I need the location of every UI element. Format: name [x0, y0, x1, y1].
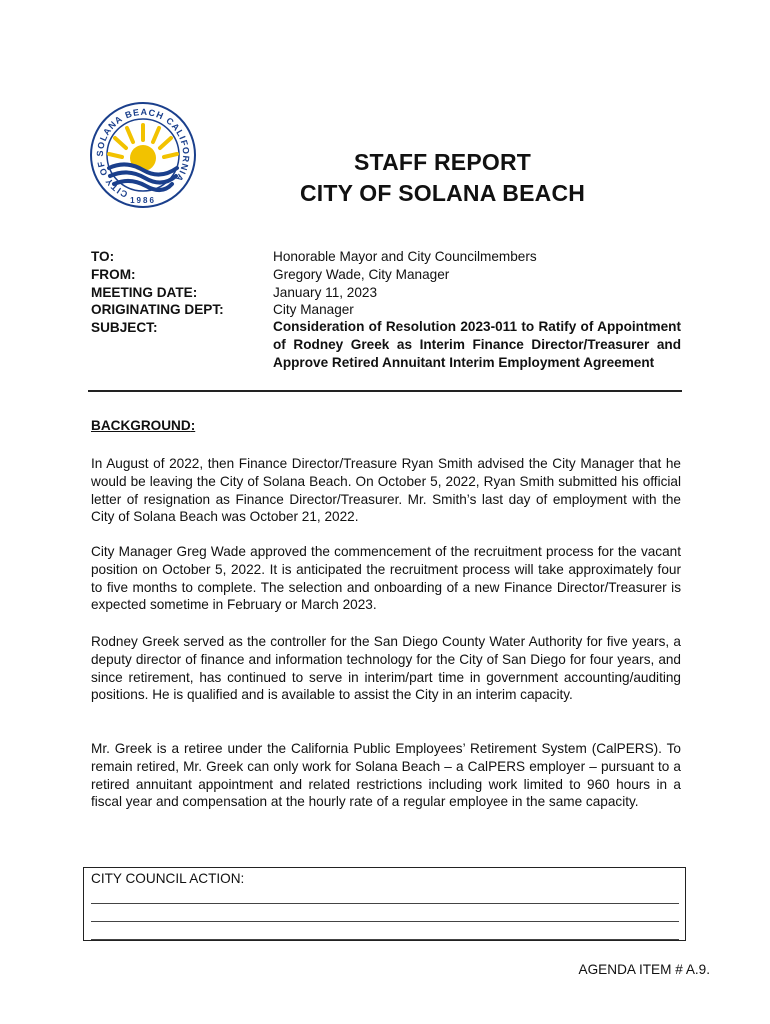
background-heading-text: BACKGROUND: [91, 418, 191, 433]
originating-dept-value: City Manager: [273, 302, 354, 317]
background-paragraph: City Manager Greg Wade approved the commencement of the recruitment process for the vacant position on October 5, 2022. It is anticipated the recruitment process will take approximately four to five months to complete. The selection and onboarding of a new Finance Director/Treasurer is expected sometime in February or March 2023.: [91, 544, 681, 613]
city-council-action-label: CITY COUNCIL ACTION:: [91, 871, 245, 886]
action-blank-line: [91, 903, 679, 904]
action-blank-line: [91, 939, 679, 940]
subject-value: Consideration of Resolution 2023-011 to Ratify of Appointment of Rodney Greek as Interim Finance Director/Treasurer and Approve Retired Annuitant Interim Employment Agreement: [273, 319, 681, 370]
city-council-action-box: [83, 867, 686, 941]
agenda-item-number: AGENDA ITEM # A.9.: [578, 962, 710, 977]
originating-dept-label: ORIGINATING DEPT:: [91, 302, 224, 317]
from-value: Gregory Wade, City Manager: [273, 267, 450, 282]
subject-label: SUBJECT:: [91, 320, 158, 335]
background-heading-colon: :: [190, 418, 196, 433]
background-paragraph: Rodney Greek served as the controller for the San Diego County Water Authority for five years, a deputy director of finance and information technology for the City of San Diego for four years, and since retirement, has continued to serve in interim/part time in government accounting/auditing positions. He is qualified and is available to assist the City in an interim capacity.: [91, 634, 681, 703]
header-divider: [88, 390, 682, 392]
meeting-date-value: January 11, 2023: [273, 285, 378, 300]
report-title: STAFF REPORT: [353, 149, 532, 175]
to-label: TO:: [91, 249, 115, 264]
from-label: FROM:: [91, 267, 136, 282]
background-heading: [91, 418, 195, 433]
action-blank-line: [91, 921, 679, 922]
seal-ring-text: CITY OF SOLANA BEACH CALIFORNIA: [94, 106, 192, 200]
meeting-date-label: MEETING DATE:: [91, 285, 198, 300]
seal-year: 1986: [130, 196, 156, 205]
background-paragraph: In August of 2022, then Finance Director/Treasure Ryan Smith advised the City Manager that he would be leaving the City of Solana Beach. On October 5, 2022, Ryan Smith submitted his official letter of resignation as Finance Director/Treasurer. Mr. Smith’s last day of employment with the City of Solana Beach was October 21, 2022.: [91, 456, 681, 525]
to-value: Honorable Mayor and City Councilmembers: [273, 249, 537, 264]
background-paragraph: Mr. Greek is a retiree under the California Public Employees’ Retirement System (CalPERS). To remain retired, Mr. Greek can only work for Solana Beach – a CalPERS employer – pursuant to a retired annuitant appointment and related restrictions including work limited to 960 hours in a fiscal year and compensation at the hourly rate of a regular employee in the same capacity.: [91, 741, 681, 810]
report-subtitle: CITY OF SOLANA BEACH: [299, 180, 586, 206]
city-seal-logo: [88, 100, 198, 215]
